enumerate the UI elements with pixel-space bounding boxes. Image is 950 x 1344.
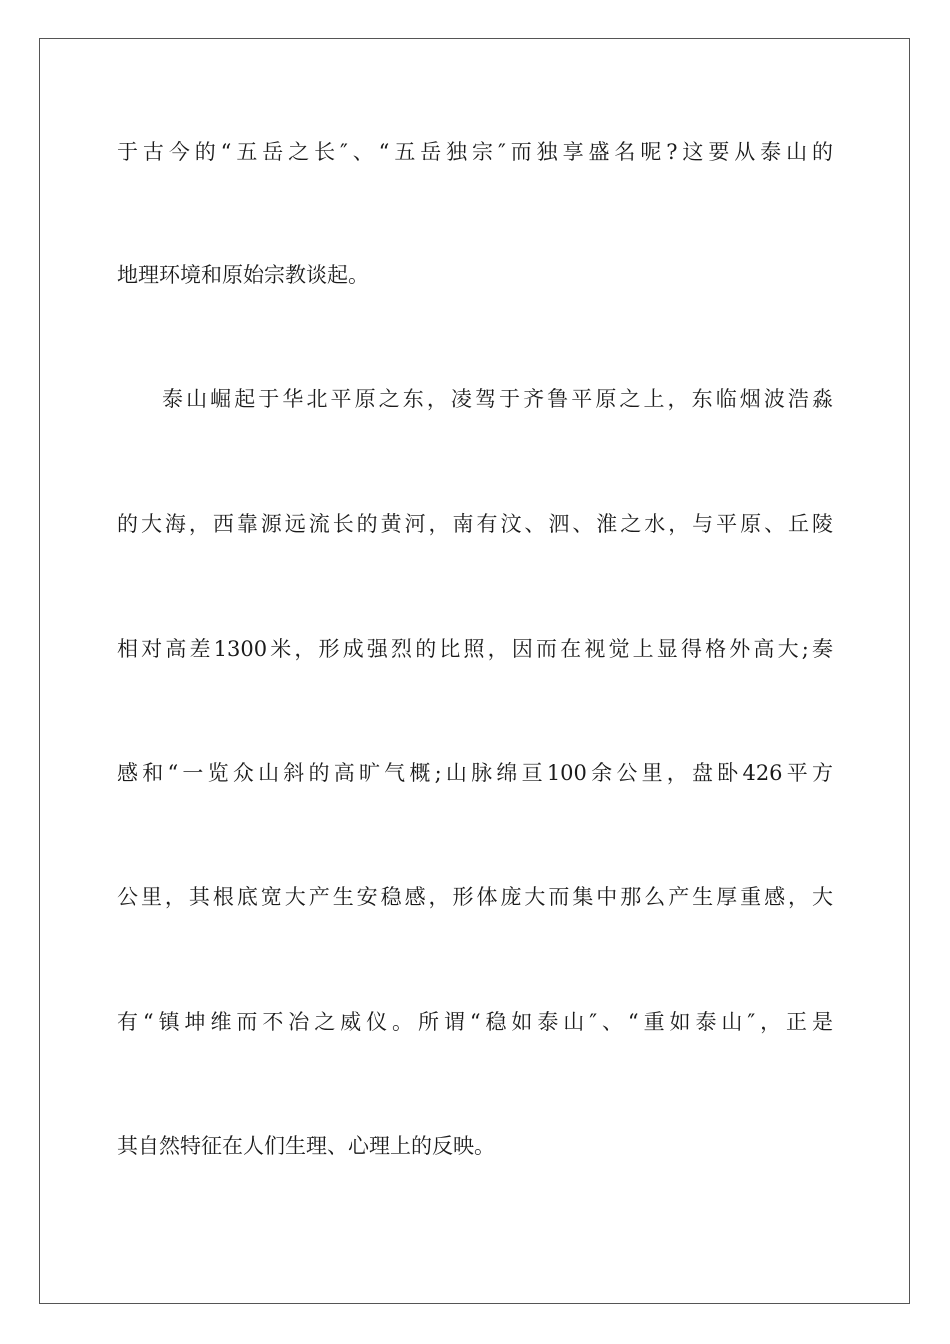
text-line-2: 地理环境和原始宗教谈起。 (117, 263, 369, 287)
text-line-9: 其自然特征在人们生理、心理上的反映。 (117, 1134, 495, 1158)
text-line-6: 感和“一览众山斜的高旷气概;山脉绵亘100余公里，盘卧426平方 (117, 761, 833, 785)
text-line-5: 相对高差1300米，形成强烈的比照，因而在视觉上显得格外高大;奏 (117, 637, 833, 661)
page-border (39, 38, 910, 1304)
text-line-4: 的大海，西靠源远流长的黄河，南有汶、泗、淮之水，与平原、丘陵 (117, 512, 833, 536)
text-line-7: 公里，其根底宽大产生安稳感，形体庞大而集中那么产生厚重感，大 (117, 885, 833, 909)
text-line-3: 泰山崛起于华北平原之东，凌驾于齐鲁平原之上，东临烟波浩淼 (162, 387, 833, 411)
text-line-8: 有“镇坤维而不冶之威仪。所谓“稳如泰山″、“重如泰山″，正是 (117, 1010, 833, 1034)
text-line-1: 于古今的“五岳之长″、“五岳独宗″而独享盛名呢?这要从泰山的 (117, 140, 833, 164)
